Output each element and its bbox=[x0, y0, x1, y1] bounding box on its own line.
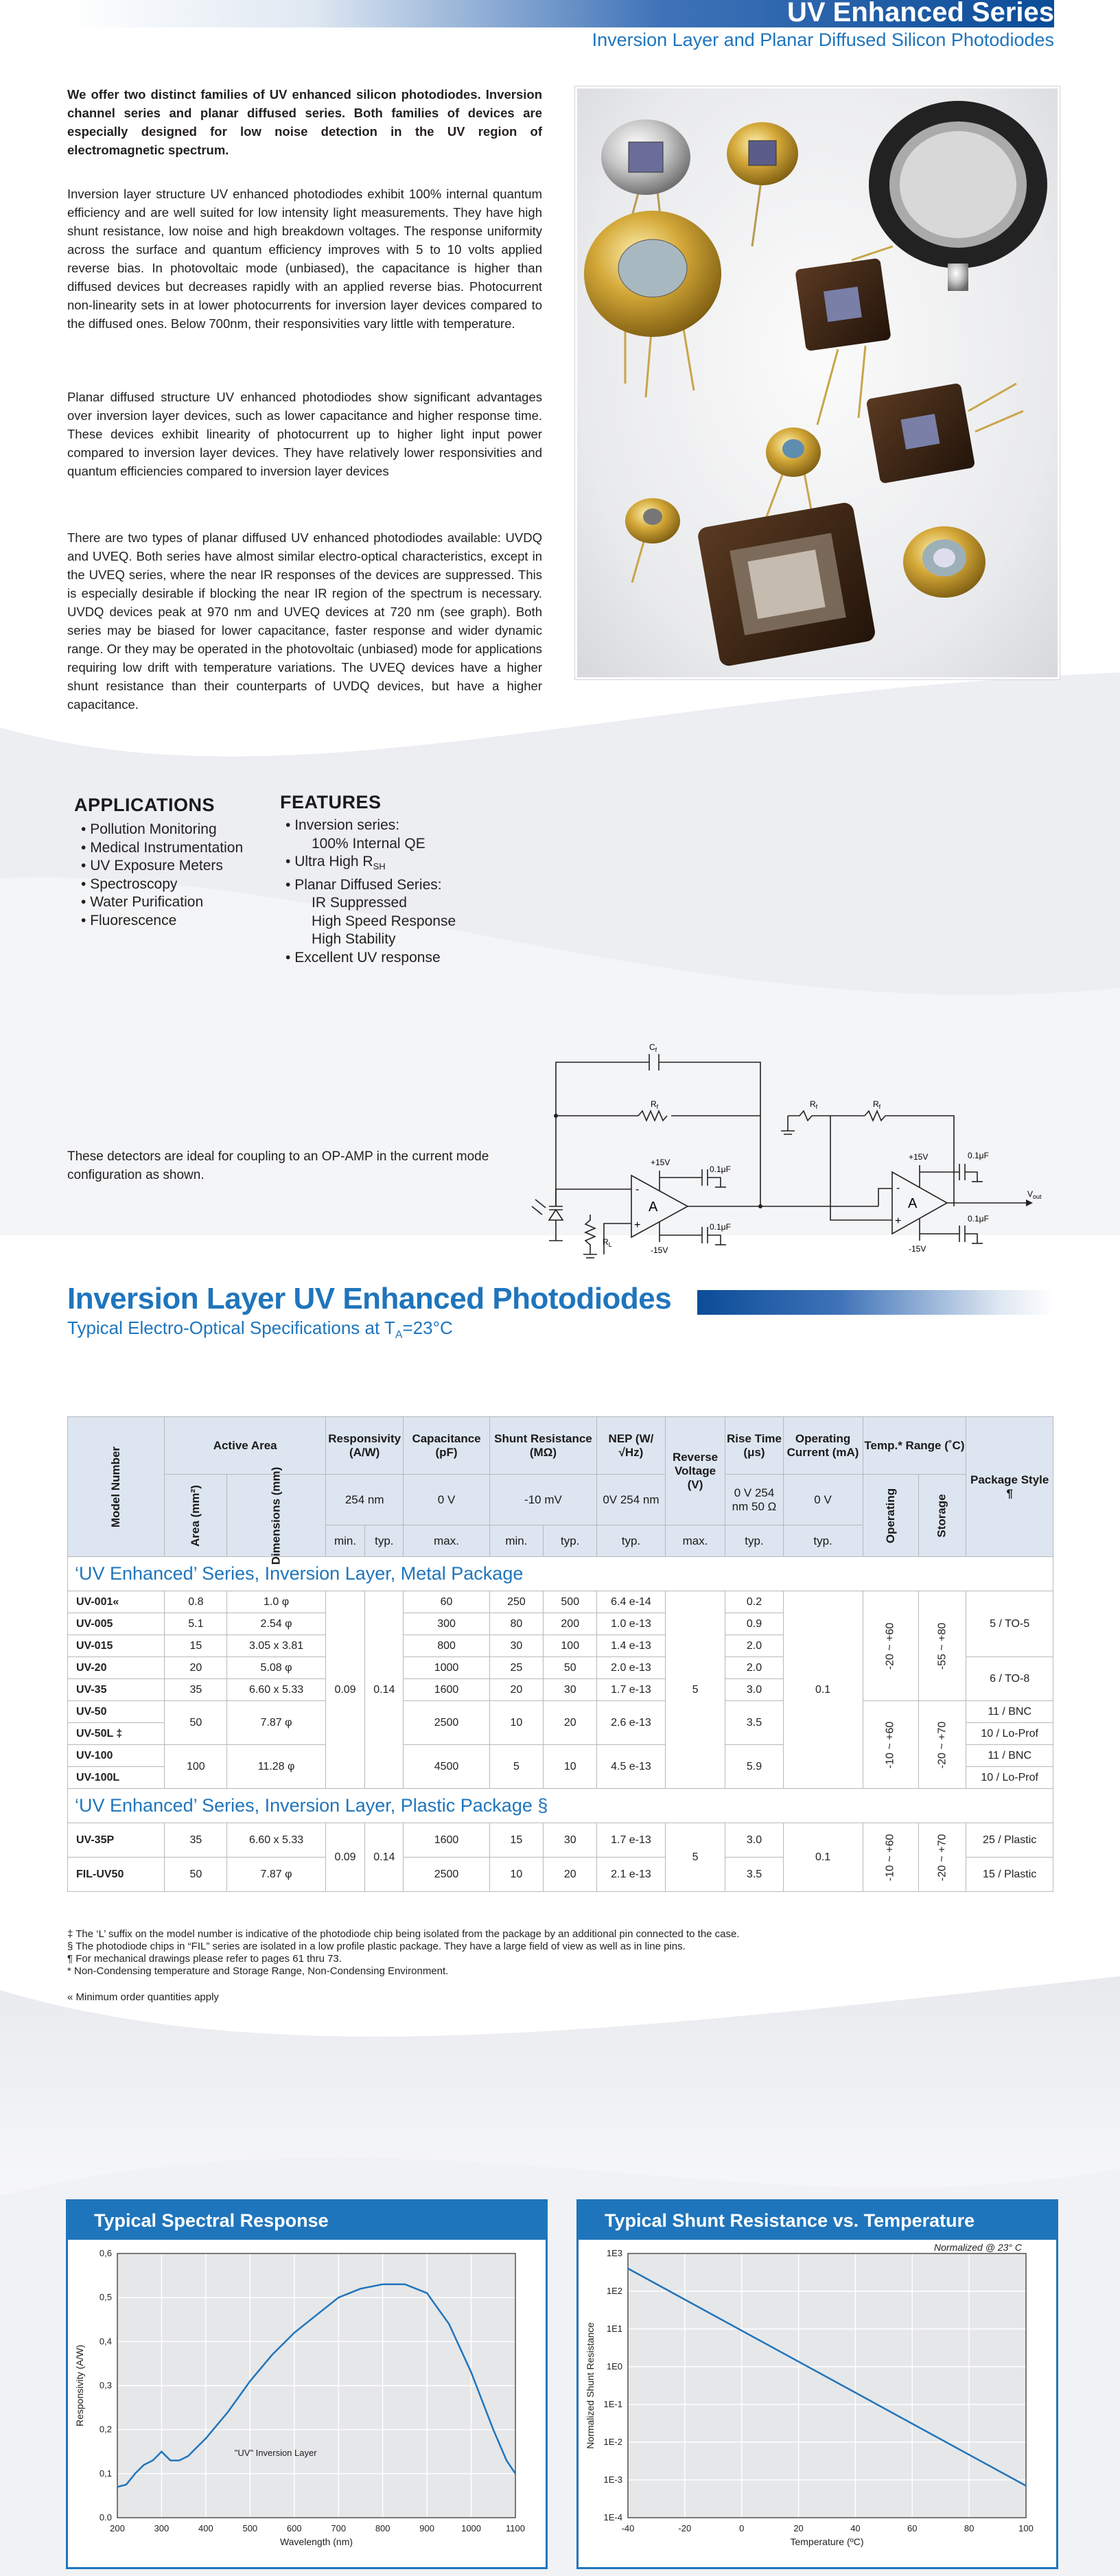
header-operating: Operating bbox=[863, 1475, 918, 1557]
y-tick-label: 1E-2 bbox=[603, 2437, 622, 2447]
features-list bbox=[285, 817, 456, 967]
y-tick-label: 0,3 bbox=[99, 2380, 112, 2391]
cond-rise: 0 V 254 nm 50 Ω bbox=[725, 1475, 783, 1525]
table-row: UV-50L ‡ 10 / Lo-Prof bbox=[68, 1723, 1053, 1745]
x-tick-label: 400 bbox=[198, 2523, 213, 2533]
capacitor-label: 0.1μF bbox=[968, 1214, 989, 1223]
intro-lead: We offer two distinct families of UV enhanced silicon photodiodes. Inversion channel series and planar diffused series. Both families of devices are especially designed for low noise detection in the UV region of electromagnetic spectrum. bbox=[67, 87, 542, 157]
list-item: • UV Exposure Meters bbox=[81, 857, 243, 876]
x-tick-label: 0 bbox=[739, 2523, 745, 2533]
opamp-plus-label: + bbox=[634, 1219, 641, 1231]
opamp-label: A bbox=[908, 1196, 918, 1211]
header-package: Package Style ¶ bbox=[966, 1417, 1053, 1557]
y-tick-label: 0,4 bbox=[99, 2336, 112, 2347]
x-tick-label: 60 bbox=[907, 2523, 918, 2533]
x-tick-label: 200 bbox=[110, 2523, 125, 2533]
y-tick-label: 1E3 bbox=[606, 2248, 622, 2258]
plus15v-label: +15V bbox=[909, 1152, 929, 1162]
y-tick-label: 0,6 bbox=[99, 2248, 112, 2258]
page-title: UV Enhanced Series bbox=[786, 0, 1054, 27]
y-tick-label: 1E1 bbox=[606, 2323, 622, 2334]
section-title: Inversion Layer UV Enhanced Photodiodes bbox=[67, 1282, 672, 1315]
rf2-label: $R_f$ bbox=[810, 1099, 818, 1110]
section-title-bar bbox=[697, 1290, 1054, 1315]
y-axis-label: Normalized Shunt Resistance bbox=[585, 2322, 596, 2449]
y-tick-label: 1E-3 bbox=[603, 2474, 622, 2485]
subheader-typ: typ. bbox=[597, 1525, 665, 1557]
list-subitem: 100% Internal QE bbox=[312, 835, 425, 852]
table-row: FIL-UV50 50 7.87 φ 2500 10 20 2.1 e-13 3.5 15 / Plastic bbox=[68, 1858, 1053, 1892]
footnote: * Non-Condensing temperature and Storage Range, Non-Condensing Environment. bbox=[67, 1965, 449, 1977]
chart-title: Typical Shunt Resistance vs. Temperature bbox=[579, 2201, 1056, 2240]
subheader-max: max. bbox=[665, 1525, 725, 1557]
opamp-circuit-diagram bbox=[508, 1035, 1071, 1275]
applications-list bbox=[81, 821, 243, 930]
opamp-label: A bbox=[649, 1199, 658, 1215]
header-temp-range: Temp.* Range (˚C) bbox=[863, 1417, 966, 1475]
list-item: • Pollution Monitoring bbox=[81, 821, 243, 839]
header-reverse-voltage: Reverse Voltage (V) bbox=[665, 1417, 725, 1525]
chart-note: Normalized @ 23° C bbox=[934, 2242, 1022, 2253]
list-item: • Fluorescence bbox=[81, 912, 243, 930]
capacitor-label: 0.1μF bbox=[710, 1164, 731, 1174]
footnote: ¶ For mechanical drawings please refer to pages 61 thru 73. bbox=[67, 1953, 342, 1965]
shunt-resistance-chart-panel bbox=[576, 2199, 1058, 2569]
photodiode-image bbox=[577, 89, 1058, 677]
list-item: • Inversion series: bbox=[285, 817, 456, 835]
footnote: ‡ The ‘L’ suffix on the model number is indicative of the photodiode chip being isolated from the package by an additional pin connected to the case. bbox=[67, 1928, 740, 1940]
list-subitem: High Speed Response bbox=[312, 913, 456, 929]
cond-resp: 254 nm bbox=[325, 1475, 404, 1525]
plot-area bbox=[628, 2253, 1026, 2518]
list-subitem: High Stability bbox=[312, 931, 396, 948]
subheader-min: min. bbox=[325, 1525, 364, 1557]
rf-label: $R_f$ bbox=[651, 1099, 659, 1110]
chart-annotation: "UV" Inversion Layer bbox=[234, 2448, 317, 2459]
group-header-metal: ‘UV Enhanced’ Series, Inversion Layer, Metal Package bbox=[68, 1557, 1053, 1591]
y-tick-label: 1E2 bbox=[606, 2286, 622, 2296]
cond-nep: 0V 254 nm bbox=[597, 1475, 665, 1525]
intro-paragraph-inversion: Inversion layer structure UV enhanced photodiodes exhibit 100% internal quantum efficiency and are well suited for low intensity light measurements. They have high shunt resistance, low noise and high breakdown voltages. The response uniformity across the surface and quantum efficiency improves with 5 to 10 volts applied reverse bias. In photovoltaic mode (unbiased), the capacitance is higher than diffused devices but decreases rapidly with an applied reverse bias. Photocurrent non-linearity sets in at lower photocurrents for inversion layer devices compared to the diffused ones. Below 700nm, their responsivities vary little with temperature. bbox=[67, 187, 542, 331]
feature-subscript: SH bbox=[373, 861, 386, 872]
x-tick-label: 900 bbox=[419, 2523, 434, 2533]
x-tick-label: 700 bbox=[331, 2523, 347, 2533]
feature-text: Ultra High R bbox=[294, 854, 373, 869]
x-tick-label: -40 bbox=[621, 2523, 635, 2533]
x-tick-label: 300 bbox=[154, 2523, 170, 2533]
intro-paragraph-planar: Planar diffused structure UV enhanced photodiodes show significant advantages over inversion layer devices, such as lower capacitance and higher response time. These devices exhibit linearity of photocurrent up to higher light input power compared to inversion layer devices. They have relatively lower responsivities and quantum efficiencies compared to inversion layer devices bbox=[67, 390, 542, 478]
cond-cap: 0 V bbox=[404, 1475, 489, 1525]
group-header-plastic: ‘UV Enhanced’ Series, Inversion Layer, Plastic Package § bbox=[68, 1789, 1053, 1823]
cf-label: $C_f$ bbox=[649, 1042, 657, 1053]
footnote: « Minimum order quantities apply bbox=[67, 1991, 219, 2003]
x-tick-label: -20 bbox=[678, 2523, 692, 2533]
x-tick-label: 500 bbox=[242, 2523, 258, 2533]
cond-op: 0 V bbox=[783, 1475, 863, 1525]
subheader-max: max. bbox=[404, 1525, 489, 1557]
opamp-minus-label: - bbox=[896, 1182, 900, 1194]
header-shunt: Shunt Resistance (MΩ) bbox=[489, 1417, 597, 1475]
x-tick-label: 20 bbox=[793, 2523, 804, 2533]
cond-shunt: -10 mV bbox=[489, 1475, 597, 1525]
list-item: • Medical Instrumentation bbox=[81, 839, 243, 858]
product-photo bbox=[575, 86, 1060, 679]
vout-label: $V_{out}$ bbox=[1027, 1189, 1042, 1200]
capacitor-label: 0.1μF bbox=[968, 1151, 989, 1160]
header-responsivity: Responsivity (A/W) bbox=[325, 1417, 404, 1475]
header-storage: Storage bbox=[918, 1475, 966, 1557]
x-tick-label: 100 bbox=[1018, 2523, 1034, 2533]
spectral-response-chart bbox=[68, 2240, 546, 2566]
table-row: UV-001« 0.8 1.0 φ 0.09 0.14 60 250 500 6.4 e-14 5 0.2 0.1 -20 ~ +60 -55 ~ +80 5 / TO-5 bbox=[68, 1591, 1053, 1613]
table-row: UV-100L 10 / Lo-Prof bbox=[68, 1767, 1053, 1789]
y-tick-label: 1E-1 bbox=[603, 2399, 622, 2409]
subheader-min: min. bbox=[489, 1525, 544, 1557]
list-subitem: IR Suppressed bbox=[312, 895, 407, 911]
shunt-resistance-chart bbox=[579, 2240, 1056, 2566]
list-item: • Planar Diffused Series: bbox=[285, 876, 456, 895]
opamp-plus-label: + bbox=[895, 1215, 902, 1227]
footnote: § The photodiode chips in “FIL” series are isolated in a low profile plastic package. They have a large field of view as well as in line pins. bbox=[67, 1941, 686, 1952]
y-tick-label: 1E-4 bbox=[603, 2512, 622, 2522]
spec-table bbox=[67, 1416, 1053, 1892]
features-heading: FEATURES bbox=[280, 792, 382, 812]
header-active-area: Active Area bbox=[165, 1417, 325, 1475]
x-axis-label: Wavelength (nm) bbox=[279, 2536, 353, 2547]
x-tick-label: 80 bbox=[964, 2523, 975, 2533]
header-operating-current: Operating Current (mA) bbox=[783, 1417, 863, 1475]
chart-title: Typical Spectral Response bbox=[68, 2201, 546, 2240]
intro-paragraph-types: There are two types of planar diffused UV enhanced photodiodes available: UVDQ and UVEQ. Both series have almost similar electro-optical characteristics, except in the UVEQ series, where the near IR responses of the devices are suppressed. This is especially desirable if blocking the near IR region of the spectrum is necessary. UVDQ devices peak at 970 nm and UVEQ devices at 720 nm (see graph). Both series may be biased for lower capacitance, faster response and wider dynamic range. Or they may be operated in the photovoltaic (unbiased) mode for applications requiring low drift with temperature variations. The UVEQ devices have a higher shunt resistance than their counterparts of UVDQ devices, but have a higher capacitance. bbox=[67, 530, 542, 712]
header-rise-time: Rise Time (μs) bbox=[725, 1417, 783, 1475]
header-nep: NEP (W/√Hz) bbox=[597, 1417, 665, 1475]
minus15v-label: -15V bbox=[651, 1245, 668, 1255]
table-row: UV-35 35 6.60 x 5.33 1600 20 30 1.7 e-13 3.0 bbox=[68, 1679, 1053, 1701]
subheader-typ: typ. bbox=[783, 1525, 863, 1557]
rl-label: $R_L$ bbox=[603, 1237, 612, 1248]
table-row: UV-005 5.1 2.54 φ 300 80 200 1.0 e-13 0.9 bbox=[68, 1613, 1053, 1635]
capacitor-label: 0.1μF bbox=[710, 1222, 731, 1232]
subheader-typ: typ. bbox=[725, 1525, 783, 1557]
section-subtitle: Typical Electro-Optical Specifications at $T_A=23^\circ C$ bbox=[67, 1318, 453, 1342]
x-tick-label: 800 bbox=[375, 2523, 390, 2533]
y-axis-label: Responsivity (A/W) bbox=[74, 2344, 85, 2427]
list-item: • Spectroscopy bbox=[81, 876, 243, 894]
y-tick-label: 0.0 bbox=[99, 2512, 112, 2522]
y-tick-label: 0,5 bbox=[99, 2292, 112, 2303]
y-tick-label: 1E0 bbox=[606, 2361, 622, 2372]
minus15v-label: -15V bbox=[909, 1244, 926, 1254]
table-row: UV-20 20 5.08 φ 1000 25 50 2.0 e-13 2.0 6 / TO-8 bbox=[68, 1657, 1053, 1679]
table-row: UV-35P 35 6.60 x 5.33 0.09 0.14 1600 15 30 1.7 e-13 5 3.0 0.1 -10 ~ +60 -20 ~ +70 25 / Plastic bbox=[68, 1823, 1053, 1858]
table-row: UV-50 50 7.87 φ 2500 10 20 2.6 e-13 3.5 -10 ~ +60 -20 ~ +70 11 / BNC bbox=[68, 1701, 1053, 1723]
page-subtitle: Inversion Layer and Planar Diffused Silicon Photodiodes bbox=[592, 30, 1054, 50]
circuit-caption: These detectors are ideal for coupling to an OP-AMP in the current mode configuration as shown. bbox=[67, 1149, 489, 1182]
table-row: UV-015 15 3.05 x 3.81 800 30 100 1.4 e-13 2.0 bbox=[68, 1635, 1053, 1657]
plus15v-label: +15V bbox=[651, 1158, 670, 1167]
table-row: UV-100 100 11.28 φ 4500 5 10 4.5 e-13 5.9 11 / BNC bbox=[68, 1745, 1053, 1767]
spectral-response-chart-panel bbox=[66, 2199, 548, 2569]
y-tick-label: 0,2 bbox=[99, 2424, 112, 2435]
x-tick-label: 1000 bbox=[461, 2523, 482, 2533]
header-model: Model Number bbox=[68, 1417, 165, 1557]
y-tick-label: 0,1 bbox=[99, 2468, 112, 2479]
x-tick-label: 1100 bbox=[506, 2523, 525, 2533]
x-tick-label: 40 bbox=[850, 2523, 861, 2533]
applications-heading: APPLICATIONS bbox=[74, 795, 215, 815]
opamp-minus-label: - bbox=[635, 1184, 640, 1195]
list-item: • Excellent UV response bbox=[285, 949, 456, 968]
header-dimensions: Dimensions (mm) bbox=[227, 1475, 326, 1557]
header-area: Area (mm²) bbox=[165, 1475, 227, 1557]
x-axis-label: Temperature (ºC) bbox=[790, 2536, 864, 2547]
rf3-label: $R_f$ bbox=[873, 1099, 881, 1110]
x-tick-label: 600 bbox=[286, 2523, 302, 2533]
header-capacitance: Capacitance (pF) bbox=[404, 1417, 489, 1475]
subheader-typ: typ. bbox=[365, 1525, 404, 1557]
list-item: • Water Purification bbox=[81, 893, 243, 912]
list-item bbox=[285, 853, 456, 876]
subheader-typ: typ. bbox=[544, 1525, 597, 1557]
